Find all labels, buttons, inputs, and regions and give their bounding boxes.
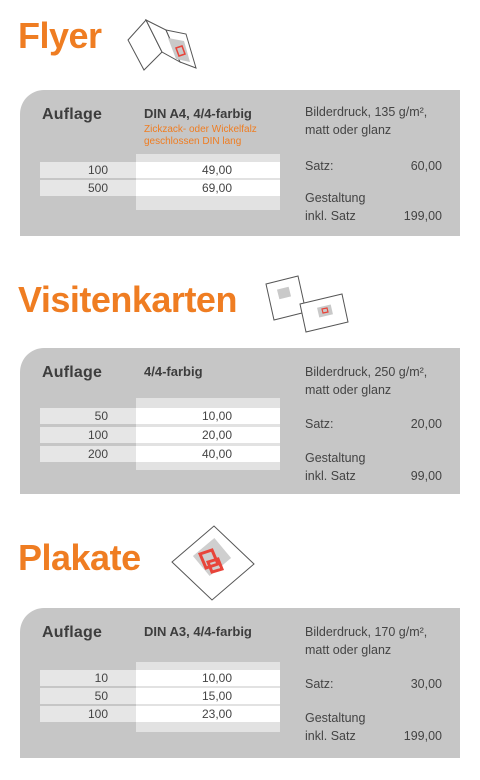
quantity: 50 [94,689,108,703]
auflage-header: Auflage [42,624,103,641]
gestaltung-label-line2: inkl. Satz [305,469,356,483]
satz-value: 20,00 [410,417,442,431]
plakate-price-panel [20,608,460,758]
paper-spec-line1: Bilderdruck, 135 g/m², [305,105,428,119]
gestaltung-label-line2: inkl. Satz [305,729,356,743]
flyer-title: Flyer [18,15,102,56]
poster-icon [168,522,258,602]
paper-spec-line2: matt oder glanz [305,643,392,657]
satz-value: 60,00 [410,159,442,173]
quantity: 10 [94,671,108,685]
price: 10,00 [201,409,232,423]
satz-label: Satz: [305,417,334,431]
gestaltung-label-line1: Gestaltung [305,191,366,205]
format-label: DIN A4, 4/4-farbig [144,106,252,121]
paper-spec-line2: matt oder glanz [305,383,392,397]
price: 15,00 [201,689,232,703]
gestaltung-value: 199,00 [403,209,442,223]
quantity: 500 [87,181,108,195]
fold-note: Zickzack- oder Wickelfalz geschlossen DIN lang [144,124,257,147]
visitenkarten-price-panel [20,348,460,494]
format-label: DIN A3, 4/4-farbig [144,624,252,639]
satz-label: Satz: [305,677,334,691]
quantity: 100 [87,707,108,721]
price: 10,00 [201,671,232,685]
business-cards-icon [262,274,352,338]
auflage-header: Auflage [42,364,103,381]
gestaltung-label-line1: Gestaltung [305,451,366,465]
price-row [40,180,280,196]
quantity: 100 [87,163,108,177]
quantity: 100 [87,428,108,442]
plakate-title: Plakate [18,537,141,578]
price-row [40,706,280,722]
gestaltung-value: 99,00 [410,469,442,483]
folded-flyer-icon [120,12,200,82]
price: 40,00 [201,447,232,461]
price: 69,00 [201,181,232,195]
quantity: 200 [87,447,108,461]
gestaltung-label-line1: Gestaltung [305,711,366,725]
format-label: 4/4-farbig [144,364,203,379]
quantity: 50 [94,409,108,423]
price: 20,00 [201,428,232,442]
gestaltung-label-line2: inkl. Satz [305,209,356,223]
flyer-price-panel [20,90,460,236]
visitenkarten-title: Visitenkarten [18,279,237,320]
auflage-header: Auflage [42,106,103,123]
satz-value: 30,00 [410,677,442,691]
price-row [40,670,280,686]
price-row [40,427,280,443]
price-row [40,688,280,704]
price-row [40,446,280,462]
price-row [40,162,280,178]
paper-spec-line2: matt oder glanz [305,123,392,137]
price-row [40,408,280,424]
paper-spec-line1: Bilderdruck, 170 g/m², [305,625,428,639]
price: 49,00 [201,163,232,177]
price: 23,00 [201,707,232,721]
satz-label: Satz: [305,159,334,173]
gestaltung-value: 199,00 [403,729,442,743]
paper-spec-line1: Bilderdruck, 250 g/m², [305,365,428,379]
